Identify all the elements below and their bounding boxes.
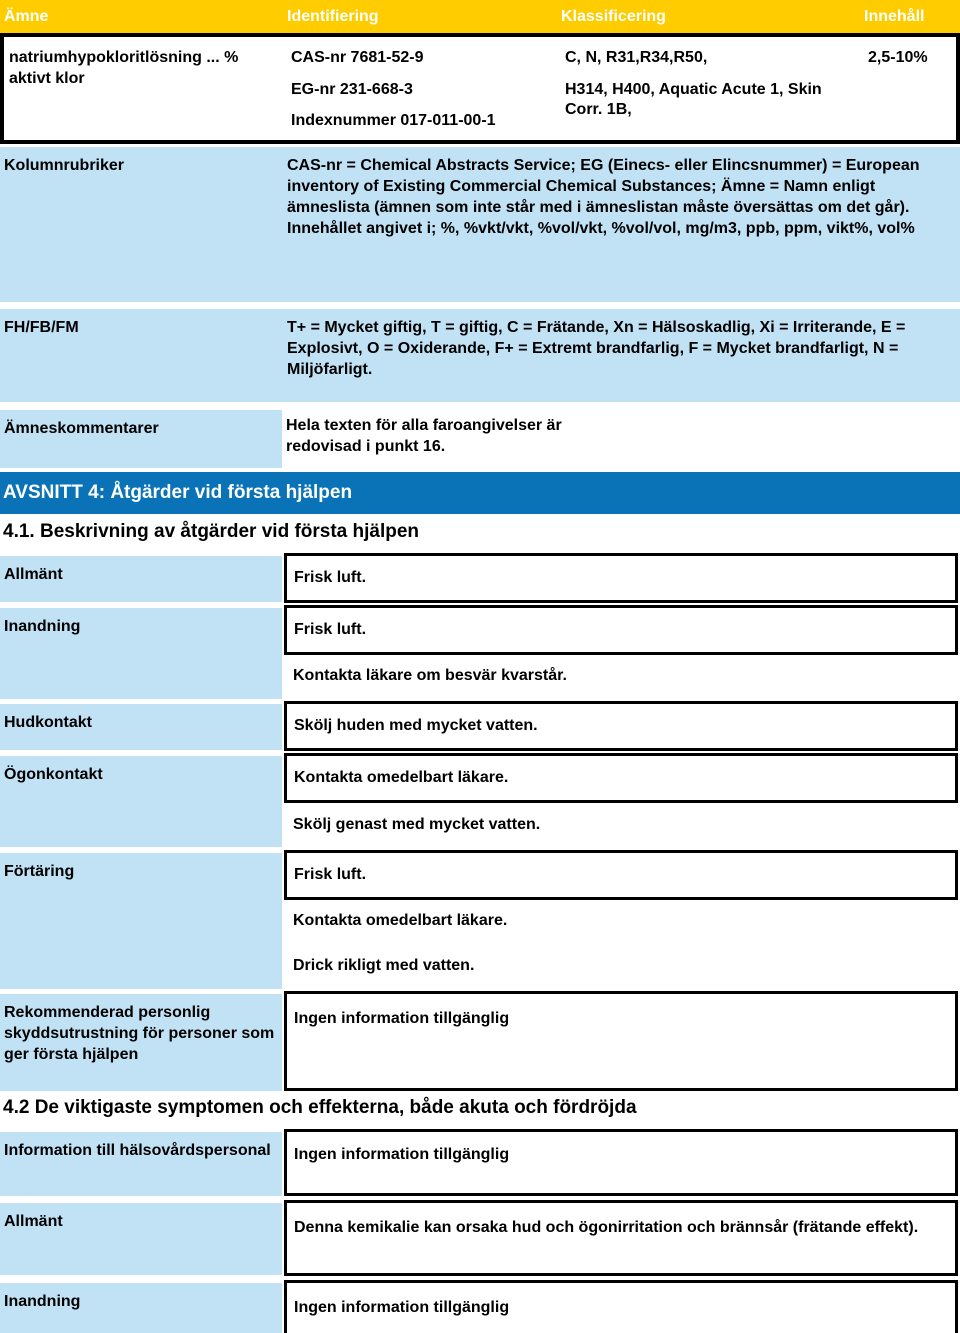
legend-label-comments: Ämneskommentarer	[0, 410, 282, 468]
legend-label-hazard: FH/FB/FM	[0, 309, 282, 402]
value-general: Frisk luft.	[284, 553, 958, 603]
substance-row	[0, 33, 960, 144]
value-eye: Kontakta omedelbart läkare.	[284, 753, 958, 803]
value-ingestion-extra-2: Drick rikligt med vatten.	[293, 957, 475, 974]
label-eye: Ögonkontakt	[0, 756, 282, 847]
label-inhalation-2: Inandning	[0, 1283, 282, 1333]
value-ingestion: Frisk luft.	[284, 850, 958, 900]
value-ppe: Ingen information tillgänglig	[284, 991, 958, 1091]
value-skin: Skölj huden med mycket vatten.	[284, 701, 958, 751]
subsection-4-1: 4.1. Beskrivning av åtgärder vid första hjälpen	[3, 521, 420, 542]
value-info-health: Ingen information tillgänglig	[284, 1129, 958, 1196]
label-general-2: Allmänt	[0, 1203, 282, 1275]
value-inhalation-extra: Kontakta läkare om besvär kvarstår.	[293, 667, 567, 684]
header-substance: Ämne	[4, 8, 49, 25]
value-ingestion-extra-1: Kontakta omedelbart läkare.	[293, 912, 508, 929]
cas-number: CAS-nr 7681-52-9	[291, 49, 424, 66]
label-ingestion: Förtäring	[0, 853, 282, 989]
header-content: Innehåll	[864, 8, 925, 25]
classification-3: Corr. 1B,	[565, 101, 632, 118]
legend-text-hazard: T+ = Mycket giftig, T = giftig, C = Frätande, Xn = Hälsoskadlig, Xi = Irriterande, E = Explosivt, O = Oxiderande, F+ = Extremt brandfarlig, F = Mycket brandfarligt, N = Miljöfarligt.	[282, 309, 960, 402]
substance-name-2: aktivt klor	[9, 70, 85, 87]
label-skin: Hudkontakt	[0, 704, 282, 750]
substance-name-1: natriumhypokloritlösning ... %	[9, 49, 239, 66]
value-inhalation: Frisk luft.	[284, 605, 958, 655]
legend-text-columns: CAS-nr = Chemical Abstracts Service; EG (Einecs- eller Elincsnummer) = European inventory of Existing Commercial Chemical Substances; Ämne = Namn enligt ämneslista (ämnen som inte står med i ämneslistan måste översättas om det går). Innehållet angivet i; %, %vkt/vkt, %vol/vkt, %vol/vol, mg/m3, ppb, ppm, vikt%, vol%	[282, 147, 960, 302]
classification-1: C, N, R31,R34,R50,	[565, 49, 708, 66]
value-eye-extra: Skölj genast med mycket vatten.	[293, 816, 541, 833]
label-ppe: Rekommenderad personlig skyddsutrustning för personer som ger första hjälpen	[0, 994, 282, 1091]
value-general-2: Denna kemikalie kan orsaka hud och ögonirritation och brännsår (frätande effekt).	[284, 1200, 958, 1276]
legend-label-columns: Kolumnrubriker	[0, 147, 282, 302]
subsection-4-2: 4.2 De viktigaste symptomen och effekterna, både akuta och fördröjda	[3, 1097, 637, 1118]
label-info-health: Information till hälsovårdspersonal	[0, 1132, 282, 1196]
label-general: Allmänt	[0, 556, 282, 602]
header-identification: Identifiering	[287, 8, 379, 25]
eg-number: EG-nr 231-668-3	[291, 81, 413, 98]
classification-2: H314, H400, Aquatic Acute 1, Skin	[565, 81, 822, 98]
table-header	[0, 0, 960, 33]
index-number: Indexnummer 017-011-00-1	[291, 112, 496, 129]
label-inhalation: Inandning	[0, 608, 282, 699]
content-range: 2,5-10%	[868, 49, 928, 66]
section-4-title: AVSNITT 4: Åtgärder vid första hjälpen	[0, 472, 960, 514]
header-classification: Klassificering	[561, 8, 666, 25]
legend-text-comments: Hela texten för alla faroangivelser är redovisad i punkt 16.	[286, 417, 562, 455]
value-inhalation-2: Ingen information tillgänglig	[284, 1280, 958, 1333]
